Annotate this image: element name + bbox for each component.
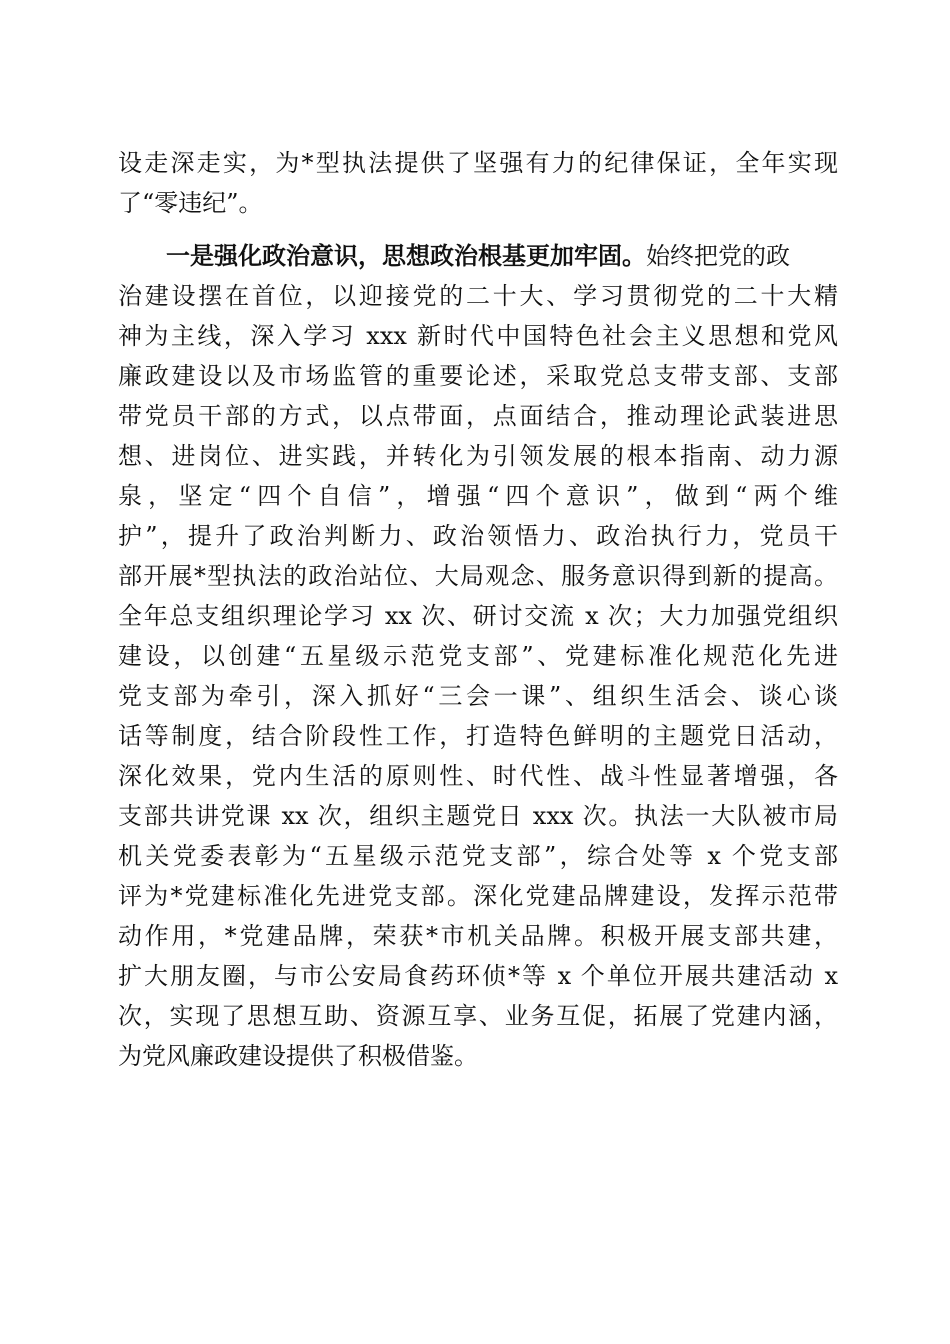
text-line: 想、进岗位、进实践，并转化为引领发展的根本指南、动力源 (118, 442, 838, 470)
text-line: 扩大朋友圈，与市公安局食药环侦*等 x 个单位开展共建活动 x (118, 962, 838, 990)
text-line: 机关党委表彰为“五星级示范党支部”，综合处等 x 个党支部 (118, 842, 838, 870)
text-line: 评为*党建标准化先进党支部。深化党建品牌建设，发挥示范带 (118, 882, 838, 910)
paragraph-heading-line (118, 236, 838, 276)
text-line: 护”，提升了政治判断力、政治领悟力、政治执行力，党员干 (118, 522, 838, 550)
text-line: 带党员干部的方式，以点带面，点面结合，推动理论武装进思 (118, 402, 838, 430)
text-line: 动作用，*党建品牌，荣获*市机关品牌。积极开展支部共建， (118, 922, 838, 950)
text-line: 建设，以创建“五星级示范党支部”、党建标准化规范化先进 (118, 642, 838, 670)
text-line: 部开展*型执法的政治站位、大局观念、服务意识得到新的提高。 (118, 562, 838, 590)
text-span: 始终把党的政 (646, 242, 790, 270)
text-line: 党支部为牵引，深入抓好“三会一课”、组织生活会、谈心谈 (118, 682, 838, 710)
text-line: 设走深走实，为*型执法提供了坚强有力的纪律保证，全年实现 (118, 149, 838, 177)
text-line: 支部共讲党课 xx 次，组织主题党日 xxx 次。执法一大队被市局 (118, 802, 838, 830)
text-line: 了“零违纪”。 (118, 189, 263, 217)
text-line: 话等制度，结合阶段性工作，打造特色鲜明的主题党日活动， (118, 722, 838, 750)
text-line: 神为主线，深入学习 xxx 新时代中国特色社会主义思想和党风 (118, 322, 838, 350)
text-line: 治建设摆在首位，以迎接党的二十大、学习贯彻党的二十大精 (118, 282, 838, 310)
text-line: 次，实现了思想互助、资源互享、业务互促，拓展了党建内涵， (118, 1002, 838, 1030)
text-line: 廉政建设以及市场监管的重要论述，采取党总支带支部、支部 (118, 362, 838, 390)
paragraph-heading: 一是强化政治意识，思想政治根基更加牢固。 (166, 241, 646, 270)
text-line: 为党风廉政建设提供了积极借鉴。 (118, 1042, 478, 1070)
text-line: 深化效果，党内生活的原则性、时代性、战斗性显著增强，各 (118, 762, 838, 790)
text-line: 全年总支组织理论学习 xx 次、研讨交流 x 次；大力加强党组织 (118, 602, 838, 630)
text-line: 泉，坚定“四个自信”，增强“四个意识”，做到“两个维 (118, 482, 838, 510)
